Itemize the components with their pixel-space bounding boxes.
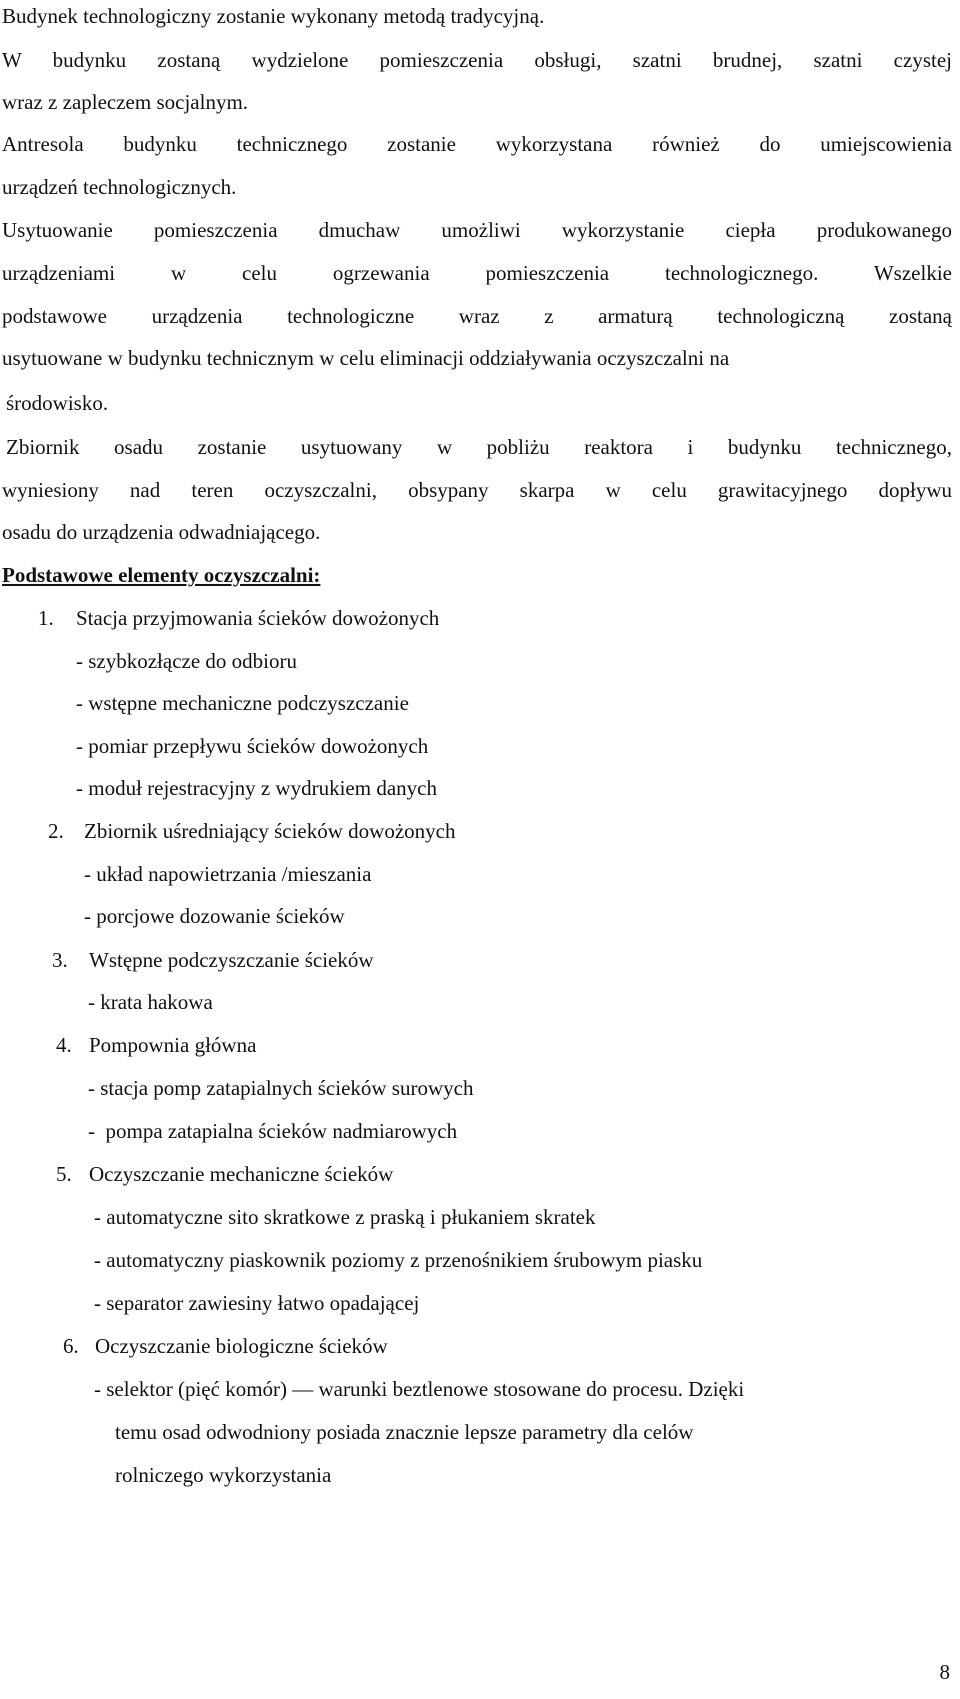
text-line: Antresola budynku technicznego zostanie wykorzystana również do umiejscowienia <box>2 132 952 156</box>
list-subitem: - szybkozłącze do odbioru <box>76 649 298 673</box>
text-line: Budynek technologiczny zostanie wykonany metodą tradycyjną. <box>2 4 545 28</box>
list-title: Stacja przyjmowania ścieków dowożonych <box>76 606 440 630</box>
text-line: Zbiornik osadu zostanie usytuowany w pobliżu reaktora i budynku technicznego, <box>6 435 952 459</box>
list-subitem: rolniczego wykorzystania <box>115 1463 332 1487</box>
text-line: usytuowane w budynku technicznym w celu eliminacji oddziaływania oczyszczalni na <box>2 346 730 370</box>
text-line: środowisko. <box>6 391 109 415</box>
text-line: wyniesiony nad teren oczyszczalni, obsypany skarpa w celu grawitacyjnego dopływu <box>2 478 952 502</box>
text-line: Usytuowanie pomieszczenia dmuchaw umożliwi wykorzystanie ciepła produkowanego <box>2 218 952 242</box>
list-title: Oczyszczanie mechaniczne ścieków <box>89 1162 394 1186</box>
list-number: 6. <box>63 1334 79 1358</box>
list-subitem: - krata hakowa <box>88 990 213 1014</box>
list-subitem: - moduł rejestracyjny z wydrukiem danych <box>76 776 437 800</box>
list-title: Zbiornik uśredniający ścieków dowożonych <box>84 819 456 843</box>
text-line: urządzeniami w celu ogrzewania pomieszczenia technologicznego. Wszelkie <box>2 261 952 285</box>
list-subitem: - wstępne mechaniczne podczyszczanie <box>76 691 409 715</box>
list-title: Wstępne podczyszczanie ścieków <box>89 948 374 972</box>
list-number: 4. <box>56 1033 72 1057</box>
list-subitem: - automatyczny piaskownik poziomy z przenośnikiem śrubowym piasku <box>94 1248 703 1272</box>
list-title: Oczyszczanie biologiczne ścieków <box>95 1334 388 1358</box>
list-subitem: - automatyczne sito skratkowe z praską i płukaniem skratek <box>94 1205 596 1229</box>
list-subitem: - pomiar przepływu ścieków dowożonych <box>76 734 429 758</box>
text-line: podstawowe urządzenia technologiczne wraz z armaturą technologiczną zostaną <box>2 304 952 328</box>
text-line: urządzeń technologicznych. <box>2 175 237 199</box>
list-subitem: - układ napowietrzania /mieszania <box>84 862 372 886</box>
section-heading: Podstawowe elementy oczyszczalni: <box>2 563 321 587</box>
list-subitem: - stacja pomp zatapialnych ścieków surowych <box>88 1076 474 1100</box>
list-title: Pompownia główna <box>89 1033 257 1057</box>
list-number: 1. <box>38 606 54 630</box>
list-number: 3. <box>52 948 68 972</box>
text-line: W budynku zostaną wydzielone pomieszczenia obsługi, szatni brudnej, szatni czystej <box>2 48 952 72</box>
list-subitem: - pompa zatapialna ścieków nadmiarowych <box>88 1119 458 1143</box>
list-subitem: - porcjowe dozowanie ścieków <box>84 904 345 928</box>
text-line: wraz z zapleczem socjalnym. <box>2 90 249 114</box>
list-subitem: - selektor (pięć komór) — warunki beztlenowe stosowane do procesu. Dzięki <box>94 1377 745 1401</box>
list-number: 5. <box>56 1162 72 1186</box>
list-number: 2. <box>48 819 64 843</box>
page-number: 8 <box>939 1660 950 1684</box>
list-subitem: - separator zawiesiny łatwo opadającej <box>94 1291 420 1315</box>
list-subitem: temu osad odwodniony posiada znacznie lepsze parametry dla celów <box>115 1420 694 1444</box>
text-line: osadu do urządzenia odwadniającego. <box>2 520 321 544</box>
